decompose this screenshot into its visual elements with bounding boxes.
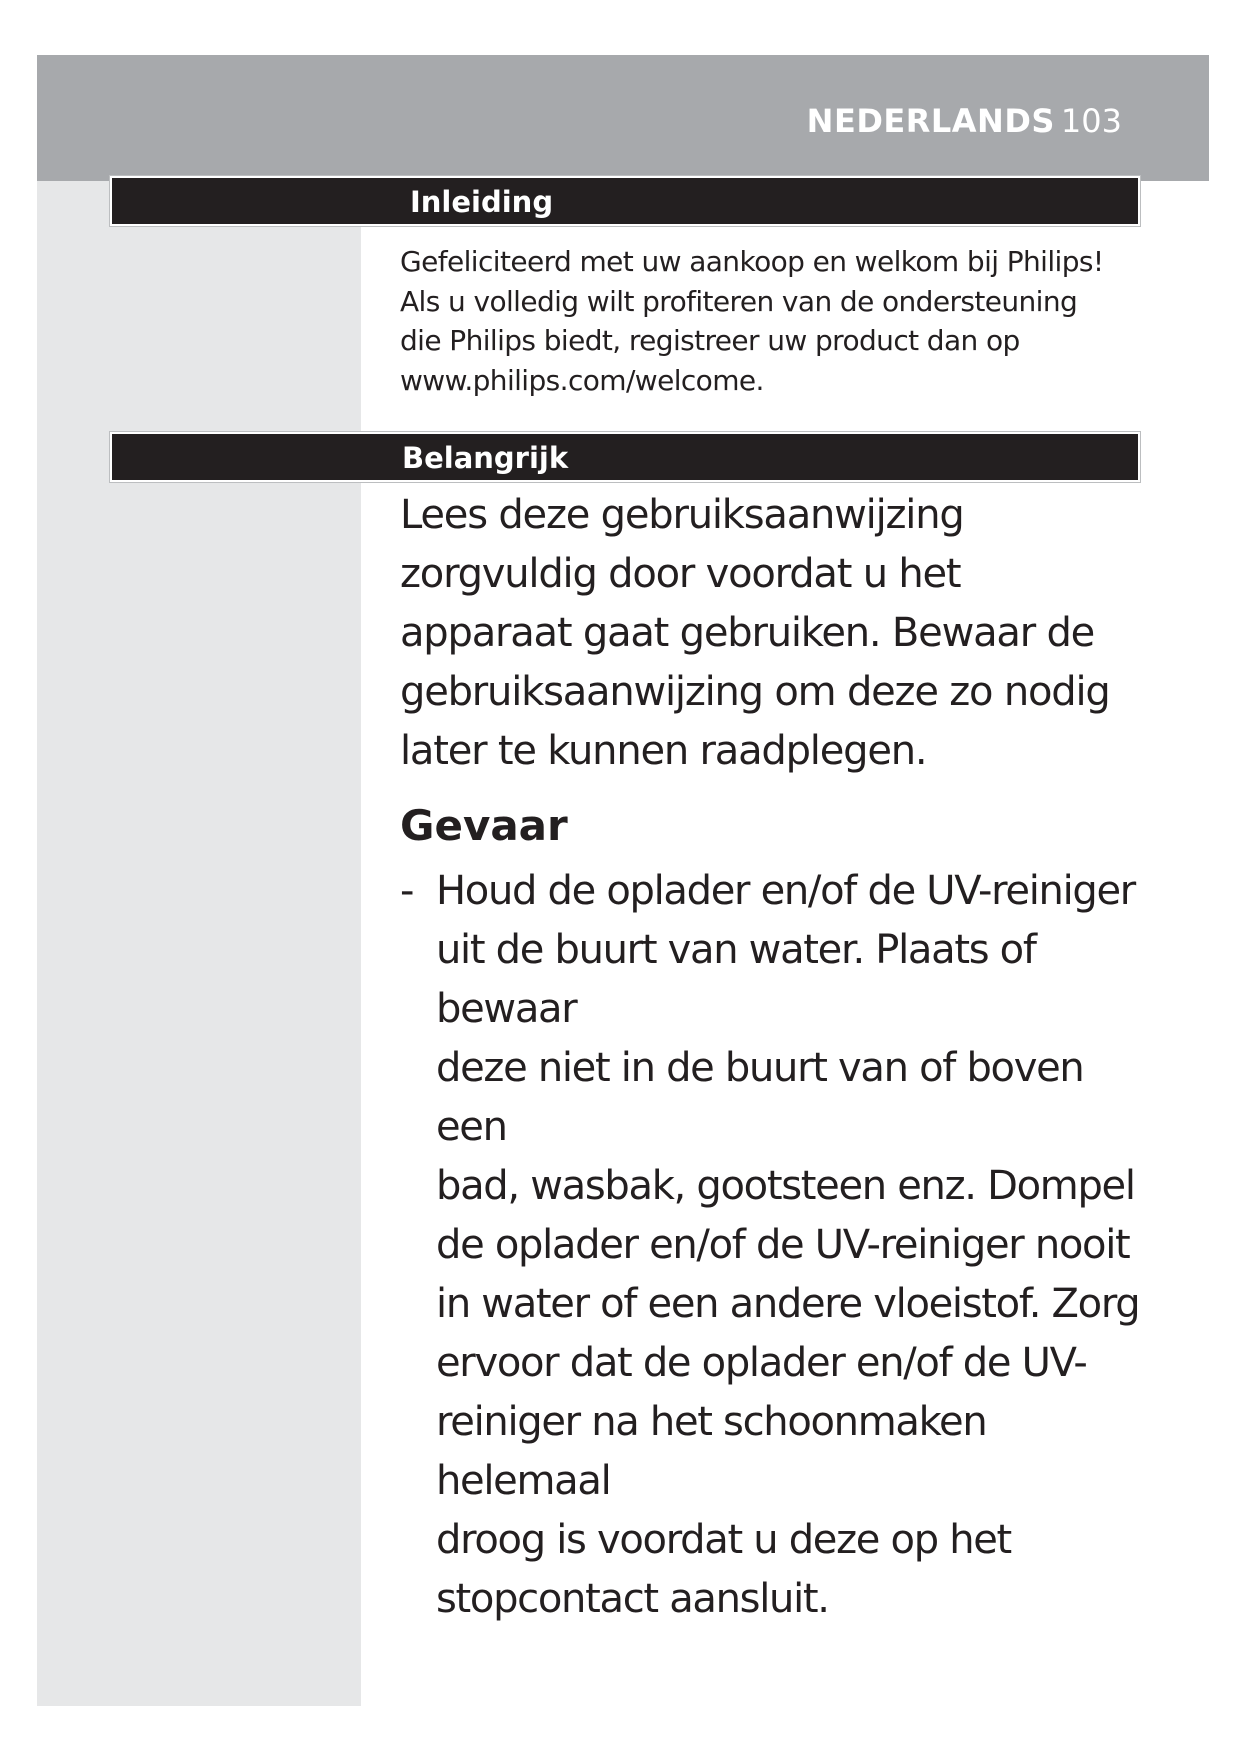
- danger-line: Houd de oplader en/of de UV-reiniger: [436, 868, 1135, 914]
- danger-line: droog is voordat u deze op het: [436, 1517, 1011, 1563]
- danger-line: bad, wasbak, gootsteen enz. Dompel: [436, 1163, 1135, 1209]
- danger-line: uit de buurt van water. Plaats of bewaar: [436, 927, 1036, 1032]
- danger-line: stopcontact aansluit.: [436, 1576, 829, 1622]
- intro-line: die Philips biedt, registreer uw product dan op: [400, 324, 1020, 357]
- intro-paragraph: [400, 242, 1160, 400]
- page-number: 103: [1060, 102, 1122, 140]
- danger-list-item: [400, 862, 1160, 1629]
- section-heading-inleiding: Inleiding: [410, 185, 554, 219]
- danger-item-text: [436, 862, 1160, 1629]
- side-panel: [37, 181, 361, 1706]
- danger-heading: Gevaar: [400, 801, 568, 850]
- danger-line: reiniger na het schoonmaken helemaal: [436, 1399, 987, 1504]
- section-bar-belangrijk: [110, 432, 1140, 482]
- important-line: apparaat gaat gebruiken. Bewaar de: [400, 610, 1095, 656]
- important-line: later te kunnen raadplegen.: [400, 728, 927, 774]
- important-paragraph: [400, 486, 1160, 781]
- danger-line: ervoor dat de oplader en/of de UV-: [436, 1340, 1087, 1386]
- important-line: Lees deze gebruiksaanwijzing: [400, 492, 964, 538]
- section-heading-belangrijk: Belangrijk: [402, 441, 569, 475]
- bullet-dash: -: [400, 868, 414, 914]
- intro-line: Gefeliciteerd met uw aankoop en welkom bij Philips!: [400, 245, 1104, 278]
- page-header: [37, 55, 1209, 181]
- intro-line: Als u volledig wilt profiteren van de ondersteuning: [400, 284, 1078, 318]
- important-line: zorgvuldig door voordat u het: [400, 551, 961, 597]
- important-line: gebruiksaanwijzing om deze zo nodig: [400, 669, 1110, 715]
- header-title: [807, 101, 1122, 141]
- danger-line: de oplader en/of de UV-reiniger nooit: [436, 1222, 1130, 1268]
- header-language: NEDERLANDS: [806, 102, 1055, 140]
- intro-line: www.philips.com/welcome.: [400, 363, 764, 397]
- section-bar-inleiding: [110, 176, 1140, 226]
- danger-line: deze niet in de buurt van of boven een: [436, 1045, 1084, 1150]
- danger-line: in water of een andere vloeistof. Zorg: [436, 1281, 1140, 1327]
